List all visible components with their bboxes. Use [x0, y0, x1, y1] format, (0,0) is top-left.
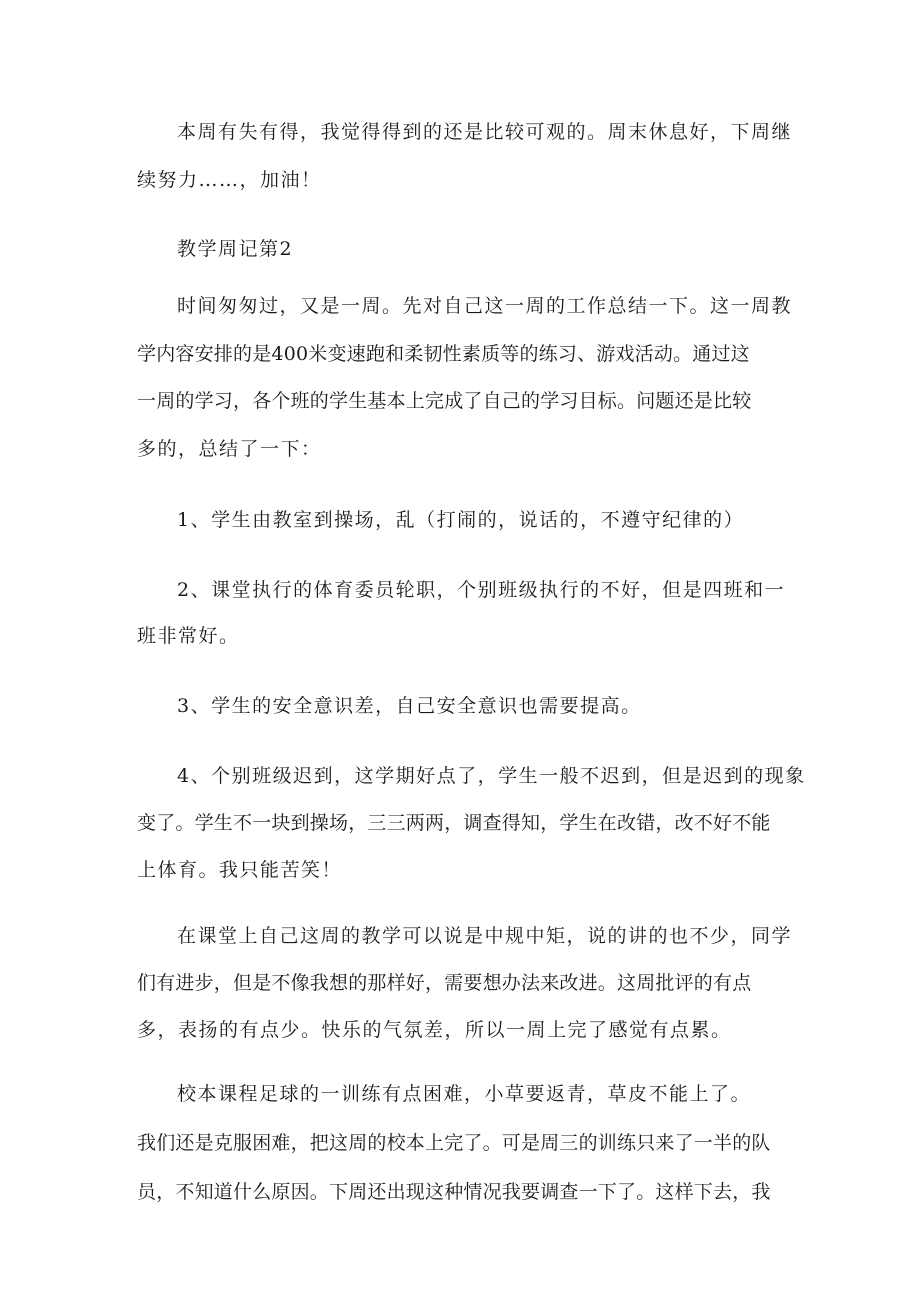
- paragraph-1-line-1: 本周有失有得，我觉得得到的还是比较可观的。周末休息好，下周继: [177, 121, 793, 143]
- list-item-4-line-2: 变了。学生不一块到操场，三三两两，调查得知，学生在改错，改不好不能: [137, 812, 771, 834]
- paragraph-4-line-1: 校本课程足球的一训练有点困难，小草要返青，草皮不能上了。: [177, 1083, 752, 1105]
- list-item-1: 1、学生由教室到操场，乱（打闹的，说话的，不遵守纪律的）: [177, 509, 745, 531]
- list-item-3: 3、学生的安全意识差，自己安全意识也需要提高。: [177, 695, 642, 717]
- paragraph-2-line-4: 多的，总结了一下：: [137, 438, 322, 460]
- paragraph-2-line-1: 时间匆匆过，又是一周。先对自己这一周的工作总结一下。这一周教: [177, 295, 793, 317]
- list-item-2-line-2: 班非常好。: [137, 625, 240, 647]
- paragraph-1-line-2: 续努力……，加油！: [137, 169, 322, 191]
- paragraph-3-line-2: 们有进步，但是不像我想的那样好，需要想办法来改进。这周批评的有点: [137, 972, 752, 994]
- list-item-2-line-1: 2、课堂执行的体育委员轮职，个别班级执行的不好，但是四班和一: [177, 579, 786, 601]
- section-heading: 教学周记第2: [177, 238, 294, 260]
- paragraph-4-line-3: 员，不知道什么原因。下周还出现这种情况我要调查一下了。这样下去，我: [137, 1181, 771, 1203]
- list-item-4-line-3: 上体育。我只能苦笑！: [137, 859, 343, 881]
- paragraph-2-line-2: 学内容安排的是400米变速跑和柔韧性素质等的练习、游戏活动。通过这: [137, 343, 750, 365]
- list-item-4-line-1: 4、个别班级迟到，这学期好点了，学生一般不迟到，但是迟到的现象: [177, 765, 806, 787]
- paragraph-3-line-1: 在课堂上自己这周的教学可以说是中规中矩，说的讲的也不少，同学: [177, 925, 793, 947]
- paragraph-3-line-3: 多，表扬的有点少。快乐的气氛差，所以一周上完了感觉有点累。: [137, 1019, 732, 1041]
- paragraph-4-line-2: 我们还是克服困难，把这周的校本上完了。可是周三的训练只来了一半的队: [137, 1132, 771, 1154]
- paragraph-2-line-3: 一周的学习，各个班的学生基本上完成了自己的学习目标。问题还是比较: [137, 390, 752, 412]
